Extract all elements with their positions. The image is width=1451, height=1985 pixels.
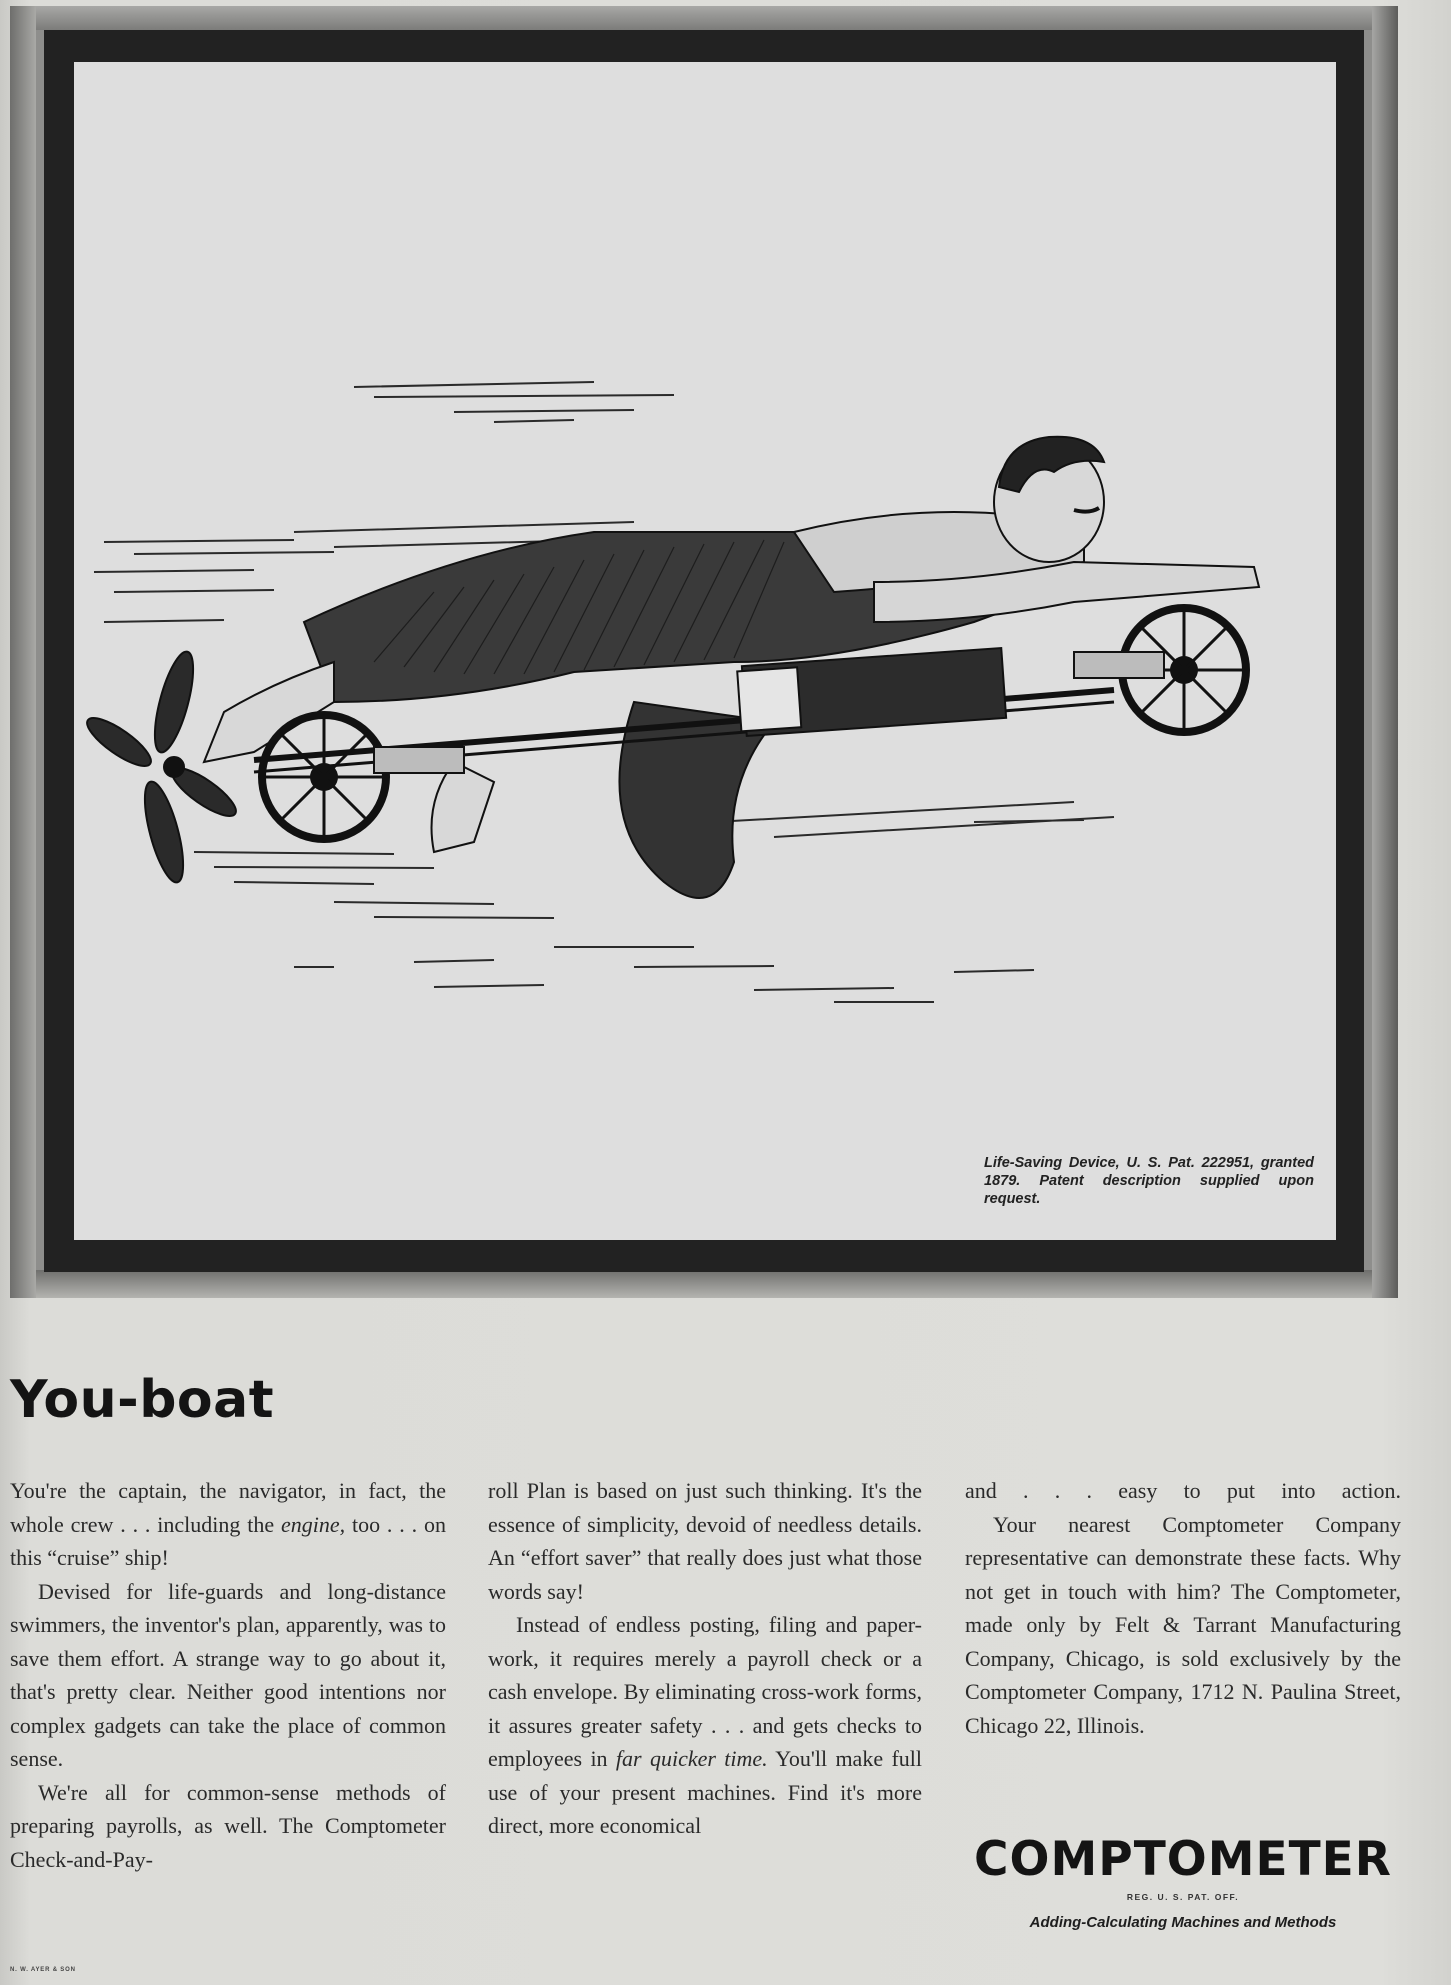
brand-logo: COMPTOMETER [974,1832,1392,1887]
registered-trademark: REG. U. S. PAT. OFF. [1126,1892,1240,1902]
illustration-caption: Life-Saving Device, U. S. Pat. 222951, granted 1879. Patent description supplied upon request. [984,1155,1314,1207]
text-run: You'll make full use of your present machines. Find it's more direct, more economical [488,1746,922,1838]
text-run: too . . . on this “cruise” ship! [10,1511,446,1570]
paragraph: Devised for life-guards and long-distance swimmers, the inventor's plan, apparently, was to save them effort. A strange way to go about it, that's pretty clear. Neither good intentions nor complex gadgets can take the place of common sense. [10,1578,446,1771]
frame-bevel-bottom [10,1270,1398,1298]
paragraph: and . . . easy to put into action. [965,1478,1401,1503]
paragraph [488,1608,922,1843]
text-run: Instead of endless posting, filing and paper-work, it requires merely a payroll check or a cash envelope. By eliminating cross-work forms, it assures greater safety . . . and gets checks to employees in [488,1612,922,1771]
text-run: You're the captain, the navigator, in fact, the whole crew . . . including the [10,1478,446,1537]
paragraph: We're all for common-sense methods of preparing payrolls, as well. The Comptometer Check-and-Pay- [10,1779,446,1872]
agency-credit: N. W. AYER & SON [10,1967,76,1973]
paragraph: Your nearest Comptometer Company representative can demonstrate these facts. Why not get in touch with him? The Comptometer, made only by Felt & Tarrant Manufacturing Company, Chicago, is sold exclusively by the Comptometer Company, 1712 N. Paulina Street, Chicago 22, Illinois. [965,1511,1401,1738]
frame-bevel-right [1372,6,1398,1298]
frame-bevel-top [10,6,1398,30]
headline: You-boat [10,1370,275,1430]
swimmer-propeller-illustration [74,62,1336,1240]
brand-tagline: Adding-Calculating Machines and Methods [1029,1914,1337,1931]
body-column-2 [488,1474,922,1843]
propeller [81,648,242,886]
emphasis-text: far quicker time. [615,1746,768,1771]
frame-bevel-left [10,6,36,1298]
paragraph: roll Plan is based on just such thinking. It's the essence of simplicity, devoid of needless details. An “effort saver” that really does just what those words say! [488,1478,922,1604]
illustration-panel [74,62,1336,1240]
emphasis-text: engine, [280,1511,346,1537]
body-column-1 [10,1474,446,1876]
body-column-3 [965,1474,1401,1742]
paragraph [10,1474,446,1575]
